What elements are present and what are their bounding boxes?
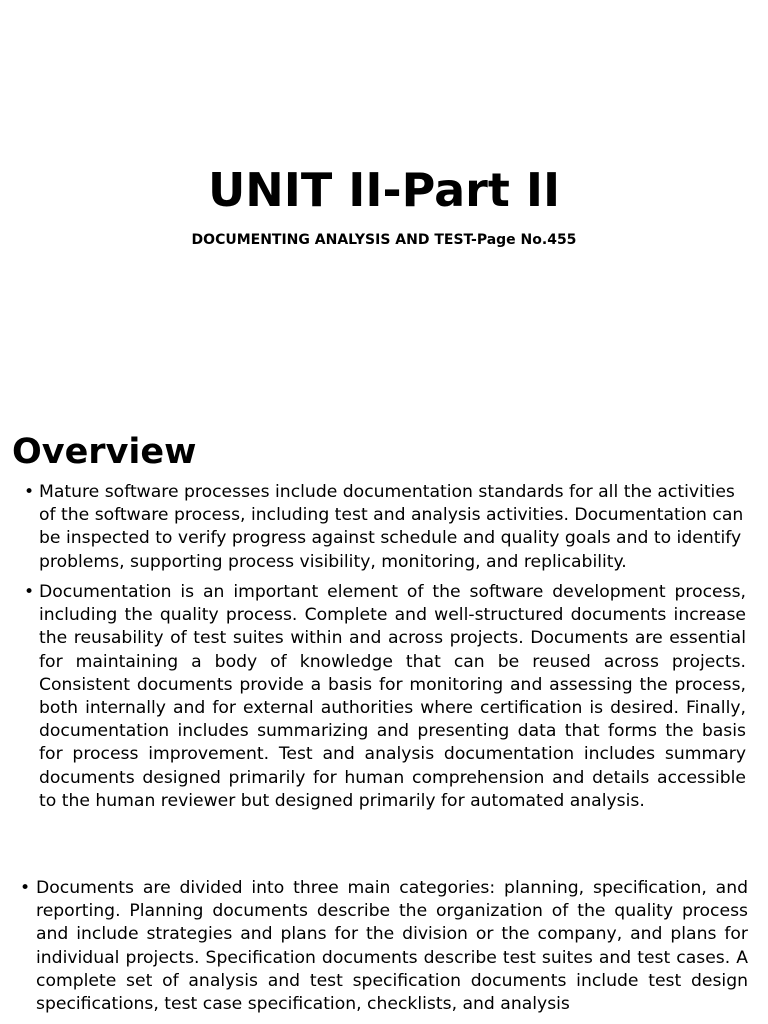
slide-subtitle: DOCUMENTING ANALYSIS AND TEST-Page No.455 [191,232,577,248]
bullet-marker: • [24,482,35,502]
bullet-marker: • [24,582,35,602]
overview-slide [0,410,768,1024]
bullet-text: Documents are divided into three main categories: planning, specification, and reporting. Planning documents describe the organization of the quality process and include strategies and plans for the division or the company, and plans for individual projects. Specification documents describe test suites and test cases. A complete set of analysis and test specification documents include test design specifications, test case specification, checklists, and analysis [36,878,748,1015]
title-slide [0,0,768,410]
bullet-text: Mature software processes include documentation standards for all the activities of the software process, including test and analysis activities. Documentation can be inspected to verify progress against schedule and quality goals and to identify problems, supporting process visibility, monitoring, and replicability. [39,482,744,572]
bullet-text: Documentation is an important element of the software development process, including the quality process. Complete and well-structured documents increase the reusability of test suites within and across projects. Documents are essential for maintaining a body of knowledge that can be reused across projects. Consistent documents provide a basis for monitoring and assessing the process, both internally and for external authorities where certification is desired. Finally, documentation includes summarizing and presenting data that forms the basis for process improvement. Test and analysis documentation includes summary documents designed primarily for human comprehension and details accessible to the human reviewer but designed primarily for automated analysis. [39,582,746,811]
bullet-marker: • [20,878,31,898]
slide-title: UNIT II-Part II [207,163,561,217]
overview-heading: Overview [12,432,197,472]
